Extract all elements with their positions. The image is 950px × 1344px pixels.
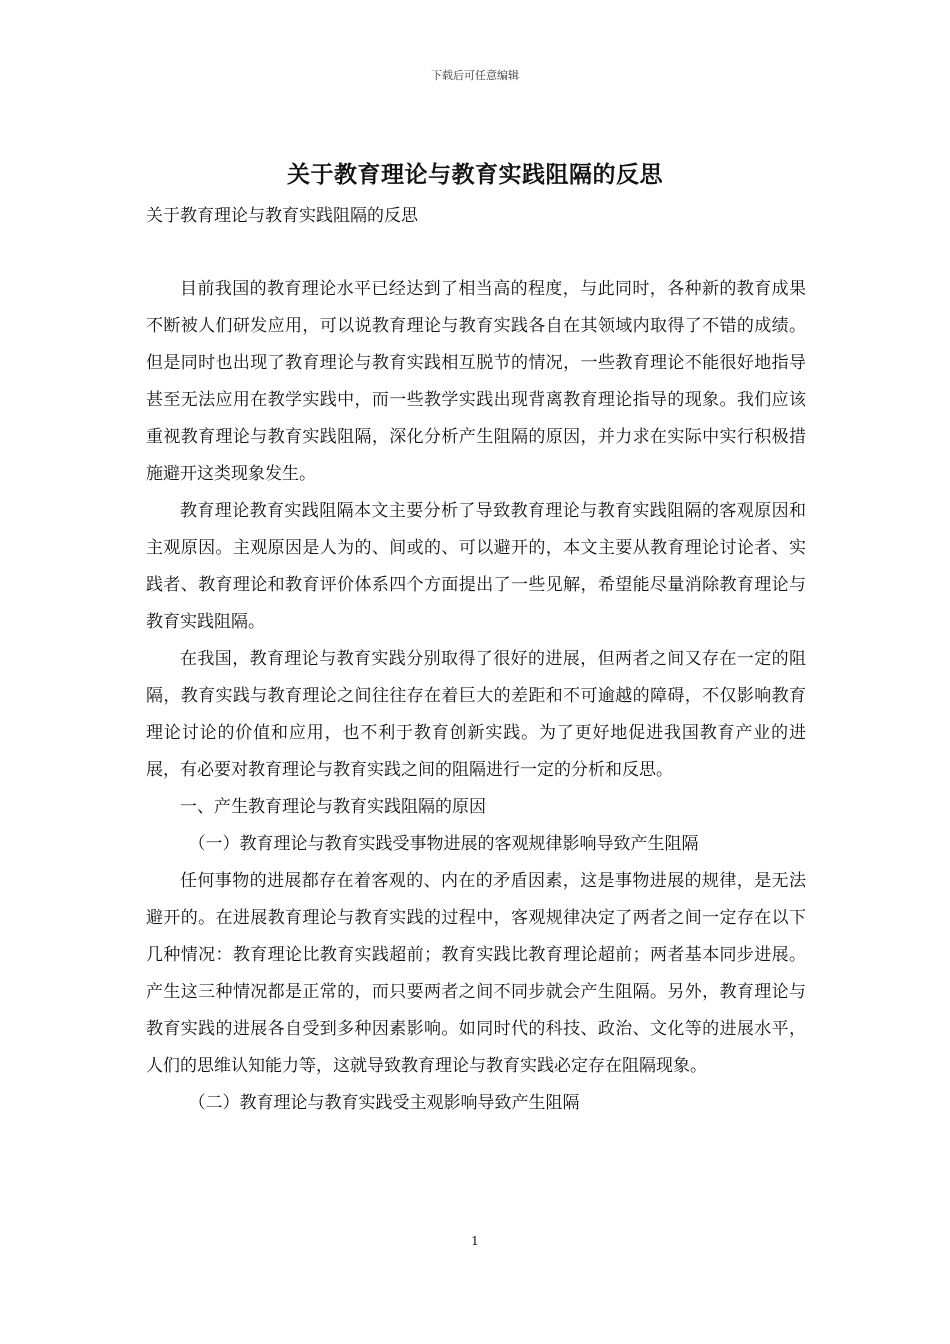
body-paragraph: 任何事物的进展都存在着客观的、内在的矛盾因素，这是事物进展的规律，是无法避开的。在进展教育理论与教育实践的过程中，客观规律决定了两者之间一定存在以下几种情况：教育理论比教育实践超前；教育实践比教育理论超前；两者基本同步进展。产生这三种情况都是正常的，而只要两者之间不同步就会产生阻隔。另外，教育理论与教育实践的进展各自受到多种因素影响。如同时代的科技、政治、文化等的进展水平，人们的思维认知能力等，这就导致教育理论与教育实践必定存在阻隔现象。 — [146, 871, 806, 1076]
page-number: 1 — [471, 1234, 479, 1248]
body-paragraph: 教育理论教育实践阻隔本文主要分析了导致教育理论与教育实践阻隔的客观原因和主观原因。主观原因是人为的、间或的、可以避开的，本文主要从教育理论讨论者、实践者、教育理论和教育评价体系四个方面提出了一些见解，希望能尽量消除教育理论与教育实践阻隔。 — [146, 501, 806, 632]
body-paragraph: 目前我国的教育理论水平已经达到了相当高的程度，与此同时，各种新的教育成果不断被人们研发应用，可以说教育理论与教育实践各自在其领域内取得了不错的成绩。但是同时也出现了教育理论与教育实践相互脱节的情况，一些教育理论不能很好地指导甚至无法应用在教学实践中，而一些教学实践出现背离教育理论指导的现象。我们应该重视教育理论与教育实践阻隔，深化分析产生阻隔的原因，并力求在实际中实行积极措施避开这类现象发生。 — [146, 279, 806, 484]
document-title: 关于教育理论与教育实践阻隔的反思 — [287, 161, 663, 188]
document-body — [146, 271, 806, 1122]
subsection-heading: （二）教育理论与教育实践受主观影响导致产生阻隔 — [188, 1093, 580, 1113]
header-note: 下载后可任意编辑 — [431, 69, 519, 82]
section-heading: 一、产生教育理论与教育实践阻隔的原因 — [180, 797, 486, 817]
document-subtitle: 关于教育理论与教育实践阻隔的反思 — [146, 206, 418, 226]
body-paragraph: 在我国，教育理论与教育实践分别取得了很好的进展，但两者之间又存在一定的阻隔，教育实践与教育理论之间往往存在着巨大的差距和不可逾越的障碍，不仅影响教育理论讨论的价值和应用，也不利于教育创新实践。为了更好地促进我国教育产业的进展，有必要对教育理论与教育实践之间的阻隔进行一定的分析和反思。 — [146, 649, 806, 780]
subsection-heading: （一）教育理论与教育实践受事物进展的客观规律影响导致产生阻隔 — [188, 834, 699, 854]
